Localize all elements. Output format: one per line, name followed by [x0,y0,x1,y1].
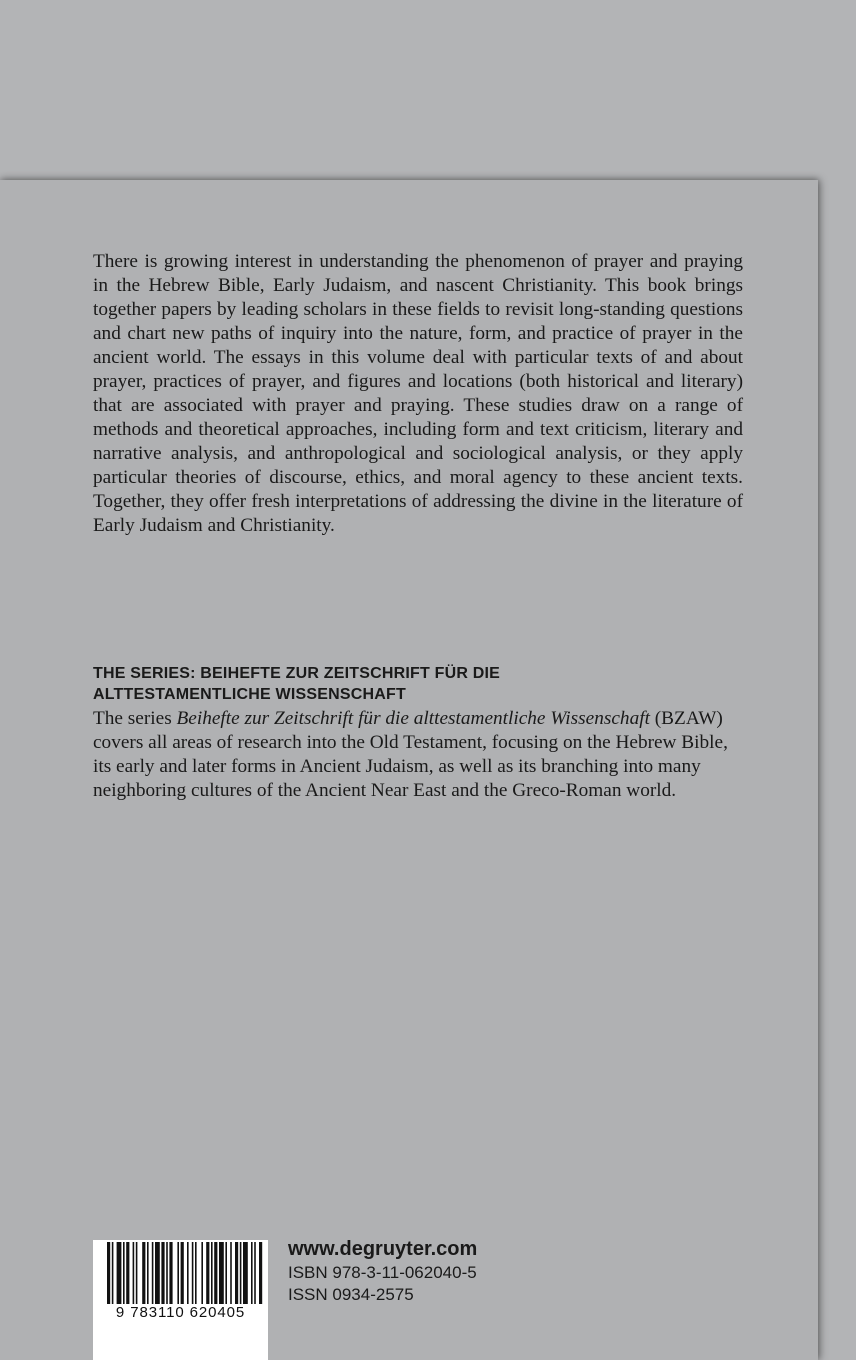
barcode-bar [206,1242,209,1304]
barcode-bar [169,1242,172,1304]
barcode-bar [107,1242,110,1304]
barcode-bar [133,1242,135,1304]
isbn-text: ISBN 978-3-11-062040-5 [288,1263,477,1282]
barcode [93,1240,268,1360]
barcode-bar [187,1242,189,1304]
barcode-bar [240,1242,242,1304]
barcode-bar [251,1242,253,1304]
barcode-bar [177,1242,179,1304]
series-heading-line-1: THE SERIES: BEIHEFTE ZUR ZEITSCHRIFT FÜR DIE [93,665,501,682]
barcode-bar [152,1242,154,1304]
series-description [93,707,743,803]
publisher-url: www.degruyter.com [288,1238,478,1260]
publisher-info [288,1236,477,1306]
barcode-bar [259,1242,262,1304]
barcode-bar [155,1242,160,1304]
barcode-bars [93,1240,268,1360]
barcode-bar [254,1242,256,1304]
series-text-suffix: (BZAW) covers all areas of research into the Old Testament, focusing on the Hebrew Bible, its early and later forms in Ancient Judaism, as well as its branching into many neighboring cultures of the Ancient Near East and the Greco-Roman world. [93,708,728,801]
barcode-bar [211,1242,213,1304]
issn-text: ISSN 0934-2575 [288,1285,414,1304]
barcode-bar [192,1242,194,1304]
series-heading [93,663,743,705]
series-title-italic: Beihefte zur Zeitschrift für die alttestamentliche Wissenschaft [176,708,650,729]
barcode-bar [201,1242,203,1304]
barcode-bar [235,1242,238,1304]
barcode-bar [117,1242,122,1304]
barcode-bar [166,1242,168,1304]
barcode-bar [225,1242,227,1304]
barcode-bar [136,1242,138,1304]
barcode-bar [126,1242,129,1304]
barcode-bar [181,1242,184,1304]
barcode-bar [123,1242,125,1304]
series-heading-line-2: ALTTESTAMENTLICHE WISSENSCHAFT [93,686,406,703]
barcode-bar [142,1242,145,1304]
barcode-bar [147,1242,149,1304]
description-text: There is growing interest in understanding the phenomenon of prayer and praying in the Hebrew Bible, Early Judaism, and nascent Christianity. This book brings together papers by leading scholars in these fields to revisit long-standing questions and chart new paths of inquiry into the nature, form, and practice of prayer in the ancient world. The essays in this volume deal with particular texts of and about prayer, practices of prayer, and figures and locations (both historical and literary) that are associated with prayer and praying. These studies draw on a range of methods and theoretical approaches, including form and text criticism, literary and narrative analysis, and anthropological and sociological analysis, or they apply particular theories of discourse, ethics, and moral agency to these ancient texts. Together, they offer fresh interpretations of addressing the divine in the literature of Early Judaism and Christianity. [93,251,743,536]
series-text-prefix: The series [93,708,177,729]
barcode-bar [112,1242,114,1304]
barcode-bar [161,1242,164,1304]
barcode-bar [230,1242,232,1304]
barcode-bar [195,1242,197,1304]
barcode-bar [214,1242,217,1304]
barcode-bar [219,1242,224,1304]
barcode-digits: 9 783110 620405 [115,1304,246,1321]
barcode-bar [243,1242,248,1304]
